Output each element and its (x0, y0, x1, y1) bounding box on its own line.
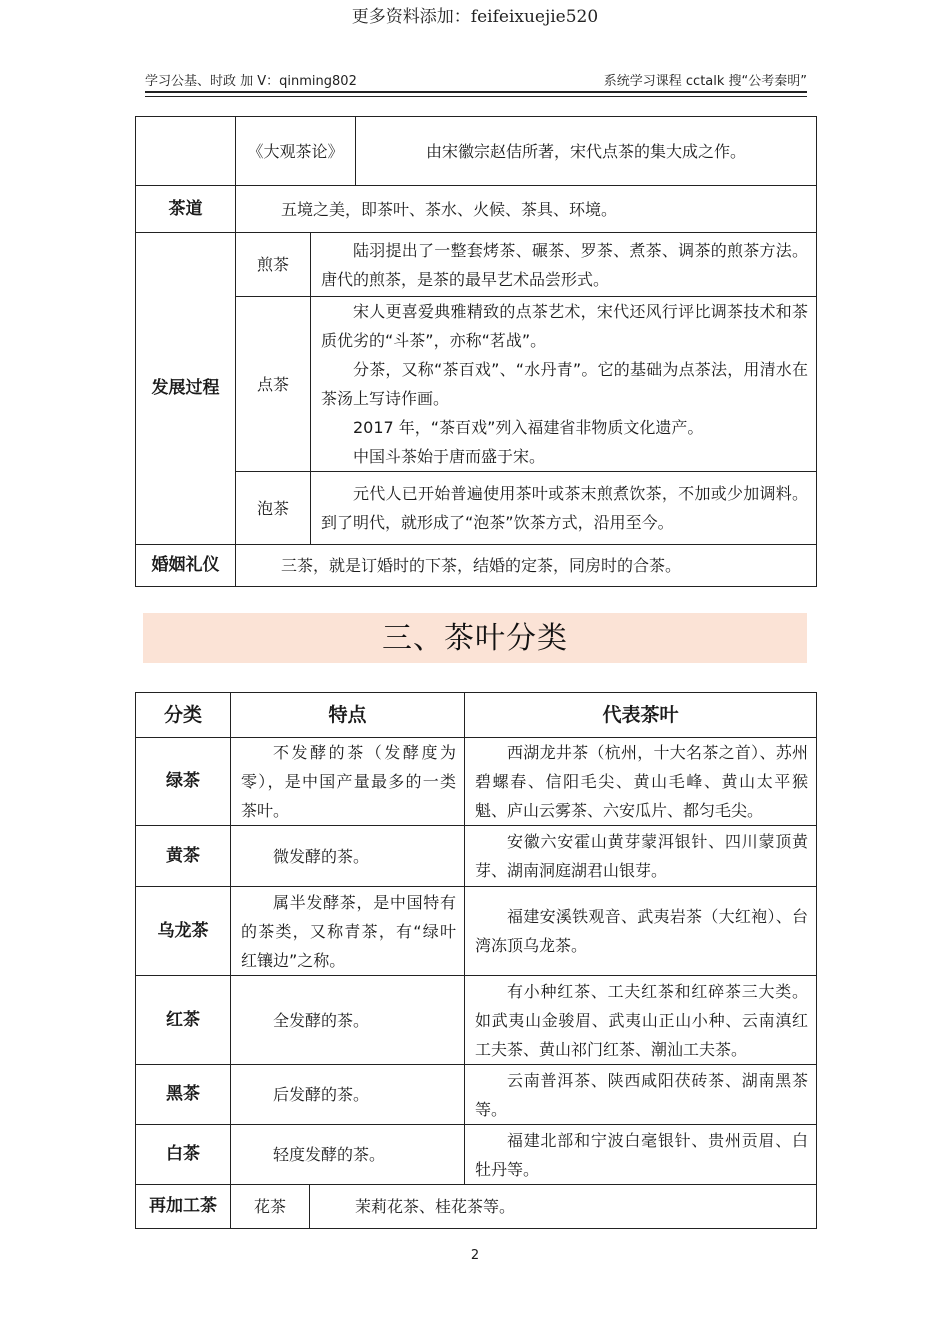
table-row (136, 976, 817, 1065)
feature-text: 不发酵的茶（发酵度为零），是中国产量最多的一类茶叶。 (241, 743, 457, 820)
category-feature (231, 826, 465, 887)
category-examples (465, 887, 817, 976)
category-name: 乌龙茶 (136, 887, 231, 976)
paocha-paragraph: 元代人已开始普遍使用茶叶或茶末煎煮饮茶，不加或少加调料。到了明代，就形成了“泡茶”饮茶方式，沿用至今。 (321, 484, 809, 532)
sub-label-diancha: 点茶 (236, 297, 311, 472)
category-name: 白茶 (136, 1125, 231, 1185)
category-name: 黑茶 (136, 1065, 231, 1125)
category-examples (465, 826, 817, 887)
diancha-paragraph-1: 宋人更喜爱典雅精致的点茶艺术，宋代还风行评比调茶技术和茶质优劣的“斗茶”，亦称“茗战”。 (321, 302, 809, 350)
wedding-text: 三茶，就是订婚时的下茶，结婚的定茶，同房时的合茶。 (236, 545, 817, 587)
table-row (136, 186, 817, 233)
feature-text: 属半发酵茶，是中国特有的茶类，又称青茶，有“绿叶红镶边”之称。 (241, 892, 457, 970)
row-label-development: 发展过程 (136, 233, 236, 545)
feature-text: 轻度发酵的茶。 (273, 1145, 386, 1164)
header-left: 学习公基、时政 加 V：qinming802 (145, 74, 357, 89)
diancha-text (311, 297, 817, 472)
jiancha-paragraph: 陆羽提出了一整套烤茶、碾茶、罗茶、煮茶、调茶的煎茶方法。唐代的煎茶，是茶的最早艺术品尝形式。 (321, 240, 809, 289)
examples-text: 安徽六安霍山黄芽蒙洱银针、四川蒙顶黄芽、湖南洞庭湖君山银芽。 (475, 832, 809, 880)
paocha-text (311, 472, 817, 545)
header-row (136, 693, 817, 738)
empty-label-cell (136, 117, 236, 186)
row-label-chadao: 茶道 (136, 186, 236, 233)
header-category: 分类 (136, 693, 231, 738)
category-examples (465, 976, 817, 1065)
category-examples: 茉莉花茶、桂花茶等。 (310, 1185, 817, 1229)
category-examples (465, 1125, 817, 1185)
sub-label-jiancha: 煎茶 (236, 233, 311, 297)
table-row (136, 297, 817, 472)
diancha-paragraph-3: 2017 年，“茶百戏”列入福建省非物质文化遗产。 (353, 418, 704, 437)
header-feature: 特点 (231, 693, 465, 738)
jiancha-text (311, 233, 817, 297)
table-row (136, 826, 817, 887)
page-header (145, 70, 807, 90)
header-rule-thin (145, 96, 807, 97)
category-name: 黄茶 (136, 826, 231, 887)
row-label-wedding: 婚姻礼仪 (136, 545, 236, 587)
examples-text: 有小种红茶、工夫红茶和红碎茶三大类。如武夷山金骏眉、武夷山正山小种、云南滇红工夫茶、黄山祁门红茶、潮汕工夫茶。 (475, 981, 809, 1059)
examples-text: 福建北部和宁波白毫银针、贵州贡眉、白牡丹等。 (475, 1130, 809, 1179)
table-row (136, 233, 817, 297)
table-row (136, 887, 817, 976)
table-row (136, 1065, 817, 1125)
tea-culture-table (135, 116, 817, 587)
header-right: 系统学习课程 cctalk 搜“公考秦明” (603, 74, 807, 89)
examples-text: 福建安溪铁观音、武夷岩茶（大红袍）、台湾冻顶乌龙茶。 (475, 907, 809, 955)
category-name: 红茶 (136, 976, 231, 1065)
feature-text: 全发酵的茶。 (273, 1010, 370, 1030)
examples-text: 云南普洱茶、陕西咸阳茯砖茶、湖南黑茶等。 (475, 1070, 809, 1119)
category-feature (231, 738, 465, 826)
category-feature (231, 887, 465, 976)
page-number: 2 (470, 1248, 480, 1263)
tea-classification-table (135, 692, 817, 1229)
table-row (136, 1185, 817, 1229)
table-row (136, 1125, 817, 1185)
table-row (136, 738, 817, 826)
examples-text: 西湖龙井茶（杭州，十大名茶之首）、苏州碧螺春、信阳毛尖、黄山毛峰、黄山太平猴魁、庐山云雾茶、六安瓜片、都匀毛尖。 (475, 743, 809, 820)
chadao-text: 五境之美，即茶叶、茶水、火候、茶具、环境。 (236, 186, 817, 233)
category-feature (231, 1065, 465, 1125)
category-feature (231, 1125, 465, 1185)
category-examples (465, 1065, 817, 1125)
sub-label-paocha: 泡茶 (236, 472, 311, 545)
category-name: 绿茶 (136, 738, 231, 826)
category-examples (465, 738, 817, 826)
category-feature (231, 976, 465, 1065)
sub-category: 花茶 (231, 1185, 310, 1229)
table-row (136, 545, 817, 587)
diancha-paragraph-2: 分茶，又称“茶百戏”、“水丹青”。它的基础为点茶法，用清水在茶汤上写诗作画。 (321, 360, 809, 408)
book-name: 《大观茶论》 (236, 117, 356, 186)
feature-text: 微发酵的茶。 (273, 846, 370, 866)
table-row (136, 117, 817, 186)
category-name: 再加工茶 (136, 1185, 231, 1229)
diancha-paragraph-4: 中国斗茶始于唐而盛于宋。 (353, 447, 546, 466)
book-desc: 由宋徽宗赵佶所著，宋代点茶的集大成之作。 (356, 117, 817, 186)
header-examples: 代表茶叶 (465, 693, 817, 738)
top-note: 更多资料添加：feifeixuejie520 (351, 7, 599, 27)
section-title: 三、茶叶分类 (143, 613, 807, 663)
feature-text: 后发酵的茶。 (273, 1085, 370, 1104)
header-rule-thick (145, 91, 807, 93)
table-row (136, 472, 817, 545)
